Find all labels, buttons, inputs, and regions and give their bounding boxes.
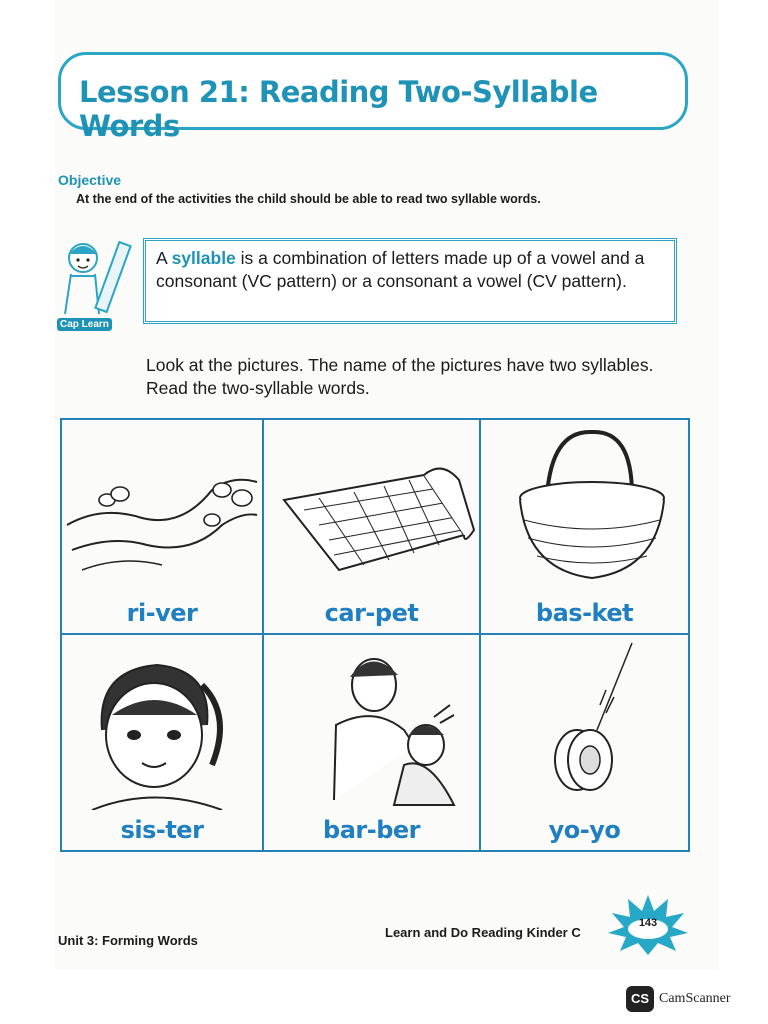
lesson-title: Lesson 21: Reading Two-Syllable Words	[79, 75, 598, 143]
syllable-definition-box	[143, 238, 677, 324]
picture-cell-yoyo	[481, 635, 688, 850]
picture-cell-carpet	[264, 420, 481, 635]
lesson-title-banner	[58, 52, 688, 143]
camscanner-watermark: CamScanner	[659, 991, 731, 1006]
word-sister: sis-ter	[120, 816, 204, 844]
page-number: 143	[638, 917, 658, 929]
picture-word-grid	[60, 418, 690, 852]
footer-book-title: Learn and Do Reading Kinder C	[385, 925, 581, 940]
objective-text: At the end of the activities the child should be able to read two syllable words.	[76, 192, 541, 206]
carpet-icon	[264, 420, 479, 595]
word-river: ri-ver	[126, 599, 198, 627]
picture-cell-basket	[481, 420, 688, 635]
picture-cell-river	[62, 420, 264, 635]
objective-label: Objective	[58, 172, 122, 188]
word-carpet: car-pet	[324, 599, 419, 627]
river-icon	[62, 420, 262, 595]
yoyo-icon	[481, 635, 688, 810]
definition-keyword: syllable	[171, 248, 236, 268]
sister-icon	[62, 635, 262, 810]
cap-learn-label: Cap Learn	[57, 318, 112, 331]
definition-text: A syllable is a combination of letters made up of a vowel and a consonant (VC pattern) or a consonant a vowel (CV pattern).	[156, 248, 645, 291]
instructions-text: Look at the pictures. The name of the pictures have two syllables. Read the two-syllable words.	[146, 355, 654, 398]
barber-icon	[264, 635, 479, 810]
picture-cell-barber	[264, 635, 481, 850]
basket-icon	[481, 420, 688, 595]
word-yoyo: yo-yo	[548, 816, 621, 844]
camscanner-logo-icon: CS	[626, 986, 654, 1012]
footer-unit-label: Unit 3: Forming Words	[58, 933, 198, 948]
picture-cell-sister	[62, 635, 264, 850]
word-basket: bas-ket	[535, 599, 634, 627]
word-barber: bar-ber	[323, 816, 420, 844]
